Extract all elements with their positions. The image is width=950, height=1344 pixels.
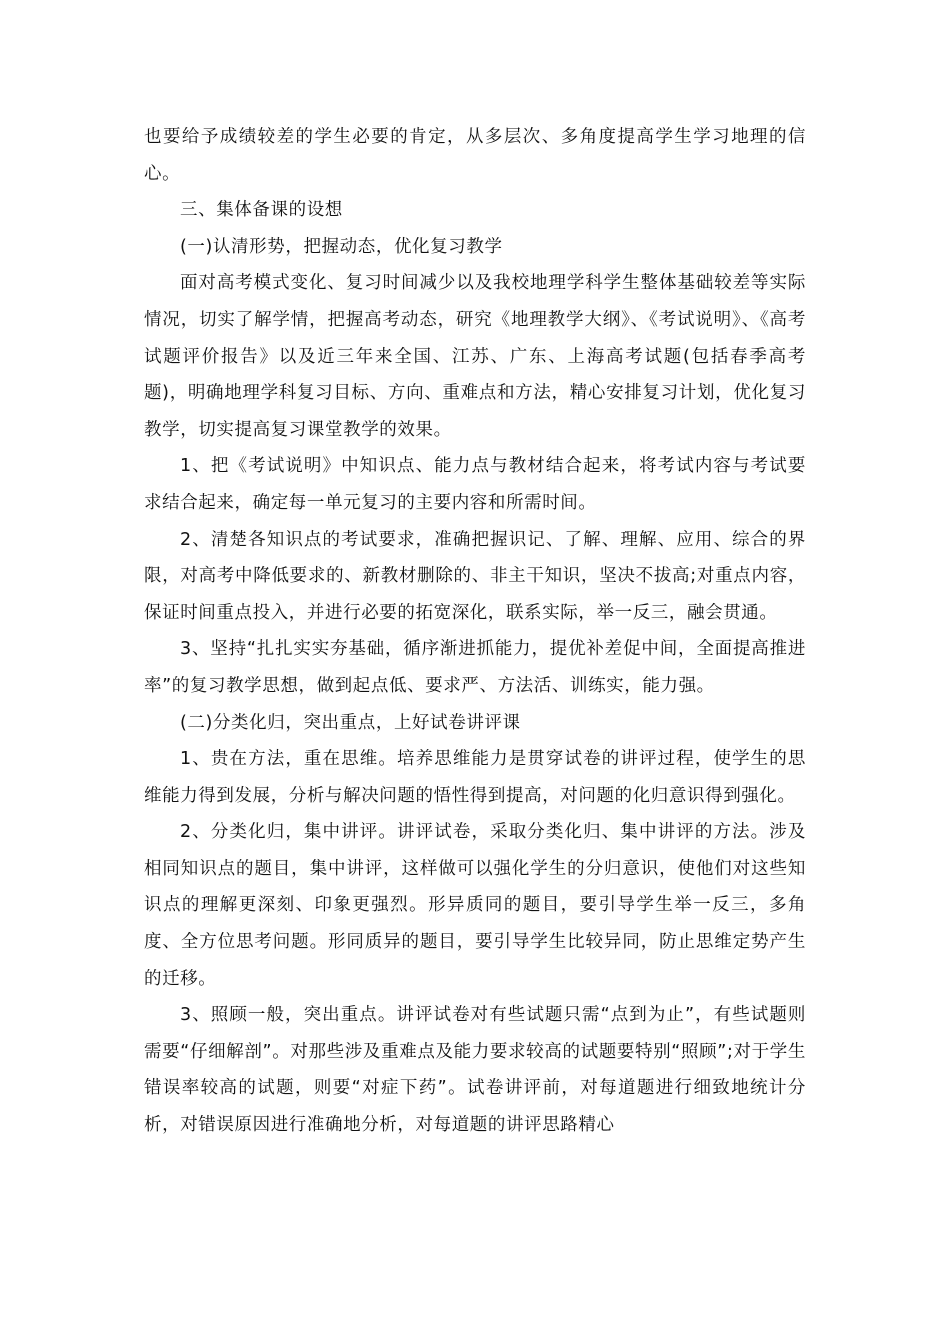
document-body	[144, 119, 806, 1144]
paragraph-item-2-classification: 2、分类化归，集中讲评。讲评试卷，采取分类化归、集中讲评的方法。涉及相同知识点的题目，集中讲评，这样做可以强化学生的分归意识，使他们对这些知识点的理解更深刻、印象更强烈。形异质同的题目，要引导学生举一反三，多角度、全方位思考问题。形同质异的题目，要引导学生比较异同，防止思维定势产生的迁移。	[144, 822, 806, 989]
paragraph-review-overview: 面对高考模式变化、复习时间减少以及我校地理学科学生整体基础较差等实际情况，切实了解学情，把握高考动态，研究《地理教学大纲》、《考试说明》、《高考试题评价报告》以及近三年来全国、江苏、广东、上海高考试题(包括春季高考题)，明确地理学科复习目标、方向、重难点和方法，精心安排复习计划，优化复习教学，切实提高复习课堂教学的效果。	[144, 273, 806, 440]
paragraph-item-3-focus-points: 3、照顾一般，突出重点。讲评试卷对有些试题只需“点到为止”，有些试题则需要“仔细解剖”。对那些涉及重难点及能力要求较高的试题要特别“照顾”;对于学生错误率较高的试题，则要“对症下药”。试卷讲评前，对每道题进行细致地统计分析，对错误原因进行准确地分析，对每道题的讲评思路精心	[144, 1005, 806, 1136]
paragraph-item-2-requirements: 2、清楚各知识点的考试要求，准确把握识记、了解、理解、应用、综合的界限，对高考中降低要求的、新教材删除的、非主干知识，坚决不拔高;对重点内容，保证时间重点投入，并进行必要的拓宽深化，联系实际，举一反三，融会贯通。	[144, 529, 806, 623]
subheading-situation-and-review: (一)认清形势，把握动态，优化复习教学	[180, 236, 503, 257]
section-heading-collective-lesson-planning: 三、集体备课的设想	[180, 200, 343, 221]
paragraph-item-3-teaching-philosophy: 3、坚持“扎扎实实夯基础，循序渐进抓能力，提优补差促中间，全面提高推进率”的复习教学思想，做到起点低、要求严、方法活、训练实，能力强。	[144, 639, 806, 696]
paragraph-item-1-method-thinking: 1、贵在方法，重在思维。培养思维能力是贯穿试卷的讲评过程，使学生的思维能力得到发展，分析与解决问题的悟性得到提高，对问题的化归意识得到强化。	[144, 749, 806, 806]
paragraph-continuation: 也要给予成绩较差的学生必要的肯定，从多层次、多角度提高学生学习地理的信心。	[144, 127, 806, 184]
paragraph-item-1-exam-guide: 1、把《考试说明》中知识点、能力点与教材结合起来，将考试内容与考试要求结合起来，确定每一单元复习的主要内容和所需时间。	[144, 456, 806, 513]
subheading-exam-review-lessons: (二)分类化归，突出重点，上好试卷讲评课	[180, 712, 521, 733]
